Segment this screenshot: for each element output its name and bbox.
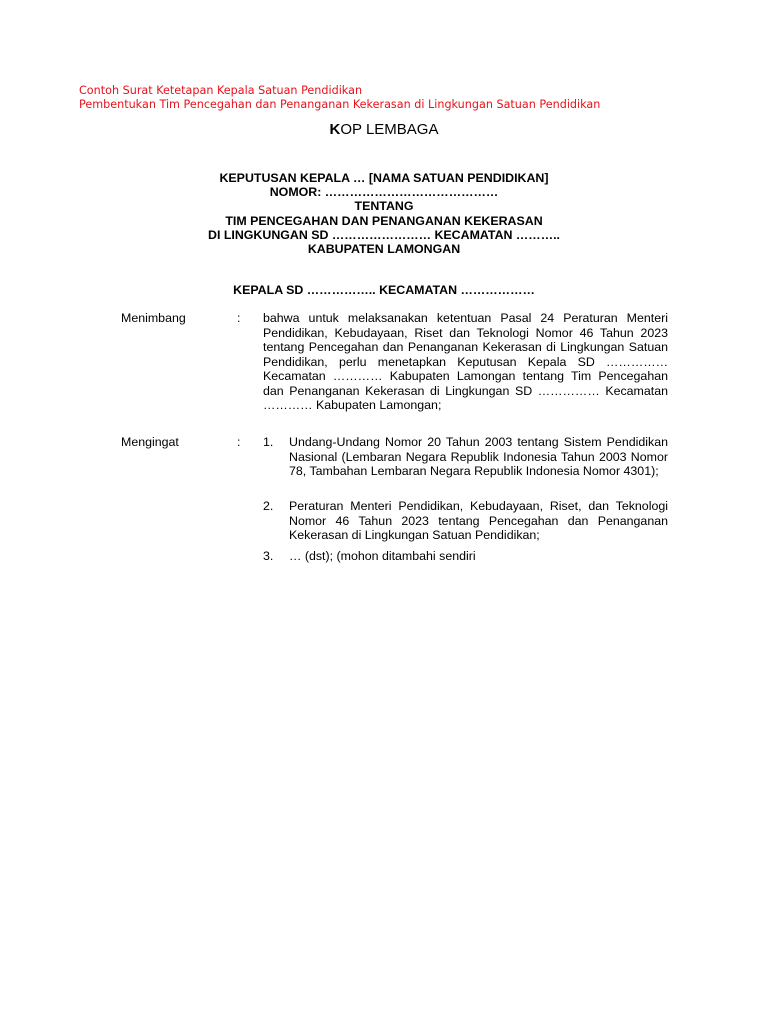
heading-line-3: TENTANG (354, 199, 414, 214)
list-text: … (dst); (mohon ditambahi sendiri (289, 549, 476, 563)
mengingat-label: Mengingat (121, 435, 179, 449)
note-line-2: Pembentukan Tim Pencegahan dan Penanganan Kekerasan di Lingkungan Satuan Pendidikan (79, 97, 601, 111)
heading-line-6: KABUPATEN LAMONGAN (307, 242, 461, 257)
list-number: 1. (263, 435, 274, 449)
instruction-note (79, 84, 600, 111)
heading-line-4: TIM PENCEGAHAN DAN PENANGANAN KEKERASAN (225, 213, 543, 228)
heading-line-2: NOMOR: …………………………………… (269, 185, 499, 200)
menimbang-colon: : (237, 311, 241, 325)
decree-heading (0, 171, 768, 256)
note-line-1: Contoh Surat Ketetapan Kepala Satuan Pendidikan (79, 84, 363, 97)
mengingat-colon: : (237, 435, 241, 449)
menimbang-label: Menimbang (121, 311, 186, 325)
letterhead-first-letter: K (329, 121, 341, 138)
list-number: 3. (263, 549, 274, 563)
list-number: 2. (263, 499, 274, 513)
letterhead-rest: OP LEMBAGA (340, 121, 439, 138)
heading-line-5: DI LINGKUNGAN SD …………………… KECAMATAN ……….. (208, 227, 560, 242)
list-text: Peraturan Menteri Pendidikan, Kebudayaan, Riset, dan Teknologi Nomor 46 Tahun 2023 tentang Pencegahan dan Penanganan Kekerasan di Lingkungan Satuan Pendidikan; (289, 499, 668, 542)
heading-line-1: KEPUTUSAN KEPALA … [NAMA SATUAN PENDIDIKAN] (219, 171, 549, 185)
menimbang-text: bahwa untuk melaksanakan ketentuan Pasal 24 Peraturan Menteri Pendidikan, Kebudayaan, Riset dan Teknologi Nomor 46 Tahun 2023 tentang Pencegahan dan Penanganan Kekerasan di Lingkungan Satuan Pendidikan, perlu menetapkan Keputusan Kepala SD …………… Kecamatan ………… Kabupaten Lamongan tentang Tim Pencegahan dan Penanganan Kekerasan di Lingkungan SD …………… Kecamatan ………… Kabupaten Lamongan; (263, 311, 668, 412)
letterhead-placeholder (0, 121, 768, 139)
list-text: Undang-Undang Nomor 20 Tahun 2003 tentang Sistem Pendidikan Nasional (Lembaran Negara Republik Indonesia Tahun 2003 Nomor 78, Tambahan Lembaran Negara Republik Indonesia Nomor 4301); (289, 435, 668, 478)
issuer-title: KEPALA SD …………….. KECAMATAN ……………… (233, 283, 535, 297)
